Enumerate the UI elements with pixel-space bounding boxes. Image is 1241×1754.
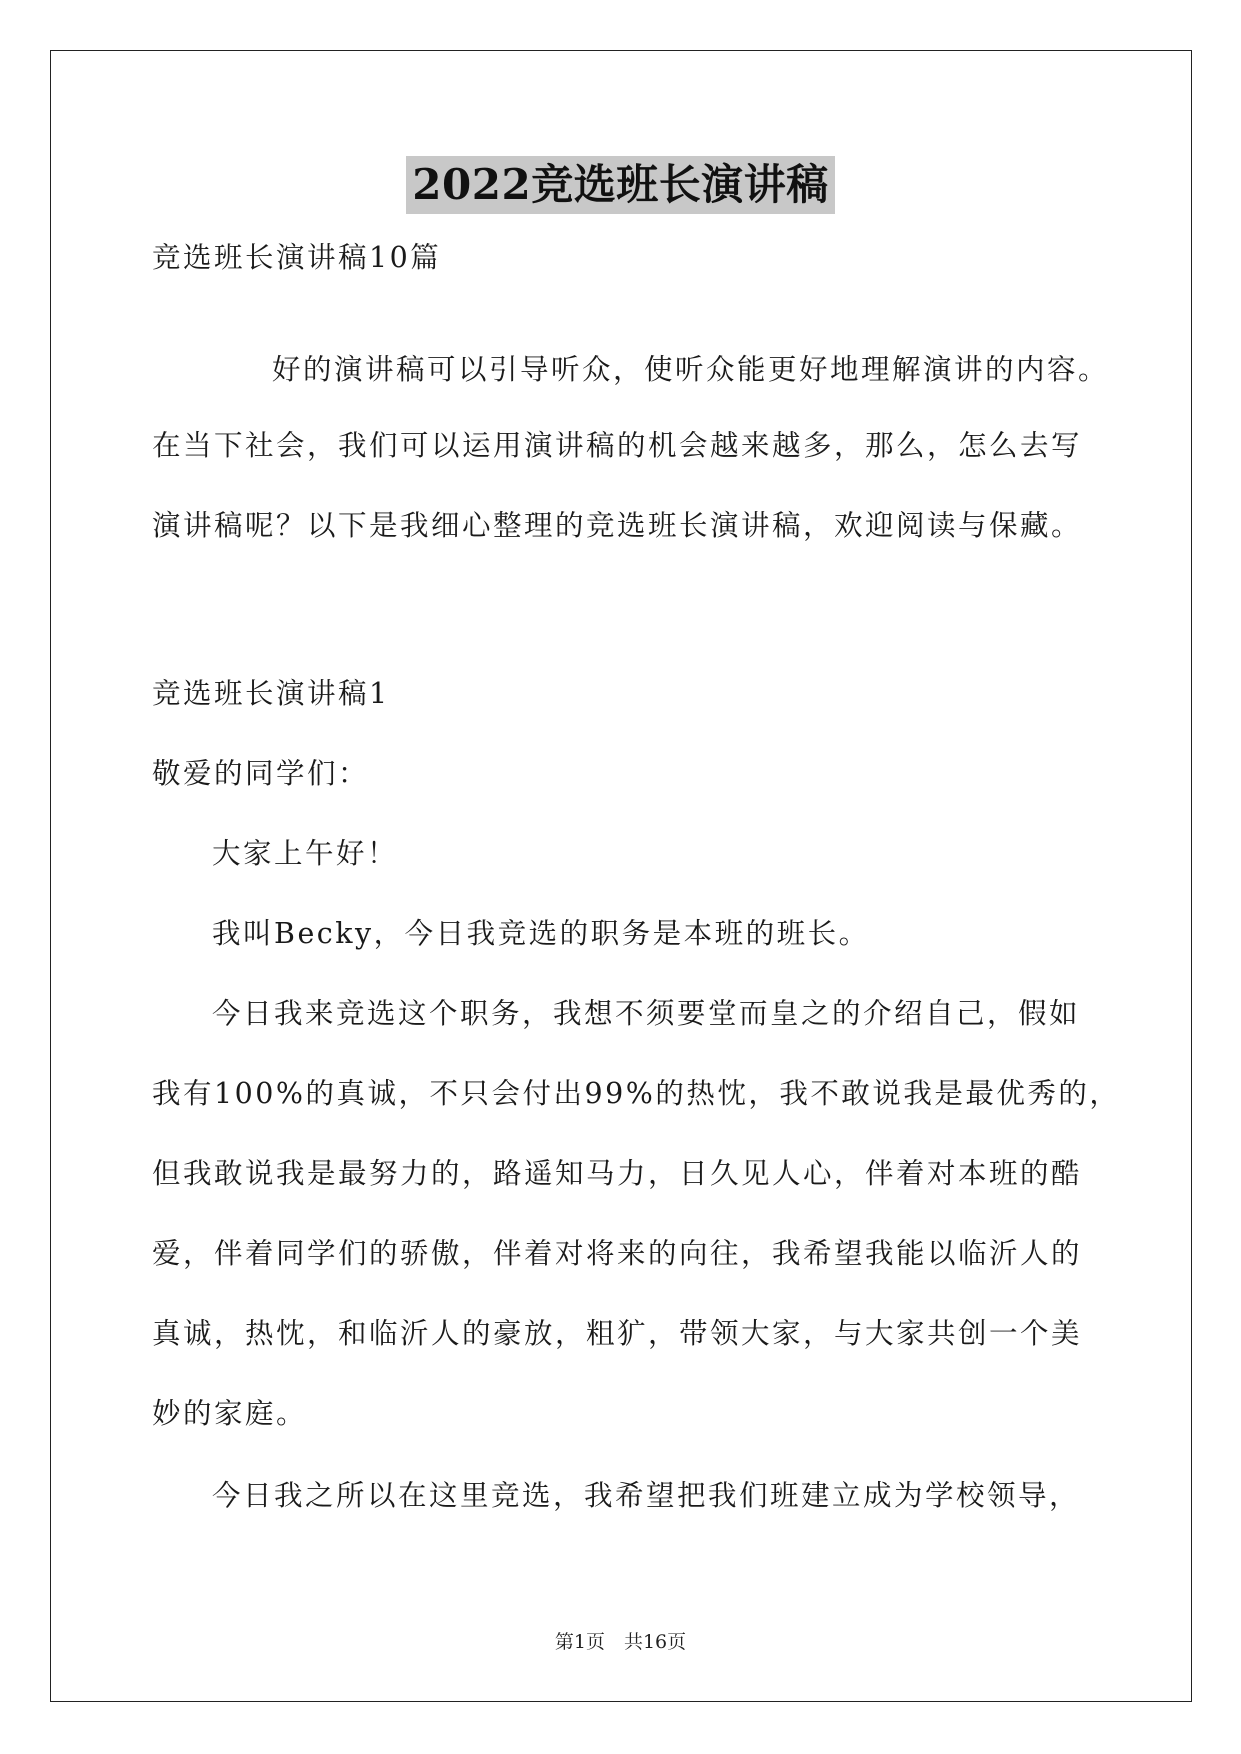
section-heading: 竞选班长演讲稿1: [152, 677, 390, 710]
body-line: 我叫Becky，今日我竞选的职务是本班的班长。: [212, 917, 870, 950]
body-line: 大家上午好！: [212, 837, 399, 870]
body-line: 我有100%的真诚，不只会付出99%的热忱，我不敢说我是最优秀的，: [152, 1077, 1121, 1110]
salutation: 敬爱的同学们：: [152, 757, 370, 790]
intro-line: 好的演讲稿可以引导听众，使听众能更好地理解演讲的内容。: [272, 353, 1110, 386]
page-number: 第1页 共16页: [554, 1631, 687, 1653]
document-subtitle: 竞选班长演讲稿10篇: [152, 241, 442, 274]
page-border: [50, 50, 1192, 1702]
body-line: 妙的家庭。: [152, 1397, 308, 1430]
body-line: 但我敢说我是最努力的，路遥知马力，日久见人心，伴着对本班的酷: [152, 1157, 1083, 1190]
body-line: 今日我之所以在这里竞选，我希望把我们班建立成为学校领导，: [212, 1479, 1081, 1512]
document-title: 2022竞选班长演讲稿: [406, 156, 834, 214]
intro-line: 在当下社会，我们可以运用演讲稿的机会越来越多，那么，怎么去写: [152, 429, 1083, 462]
intro-line: 演讲稿呢？以下是我细心整理的竞选班长演讲稿，欢迎阅读与保藏。: [152, 509, 1083, 542]
body-line: 今日我来竞选这个职务，我想不须要堂而皇之的介绍自己，假如: [212, 997, 1081, 1030]
body-line: 爱，伴着同学们的骄傲，伴着对将来的向往，我希望我能以临沂人的: [152, 1237, 1083, 1270]
body-line: 真诚，热忱，和临沂人的豪放，粗犷，带领大家，与大家共创一个美: [152, 1317, 1083, 1350]
title-wrap: [0, 156, 1241, 214]
